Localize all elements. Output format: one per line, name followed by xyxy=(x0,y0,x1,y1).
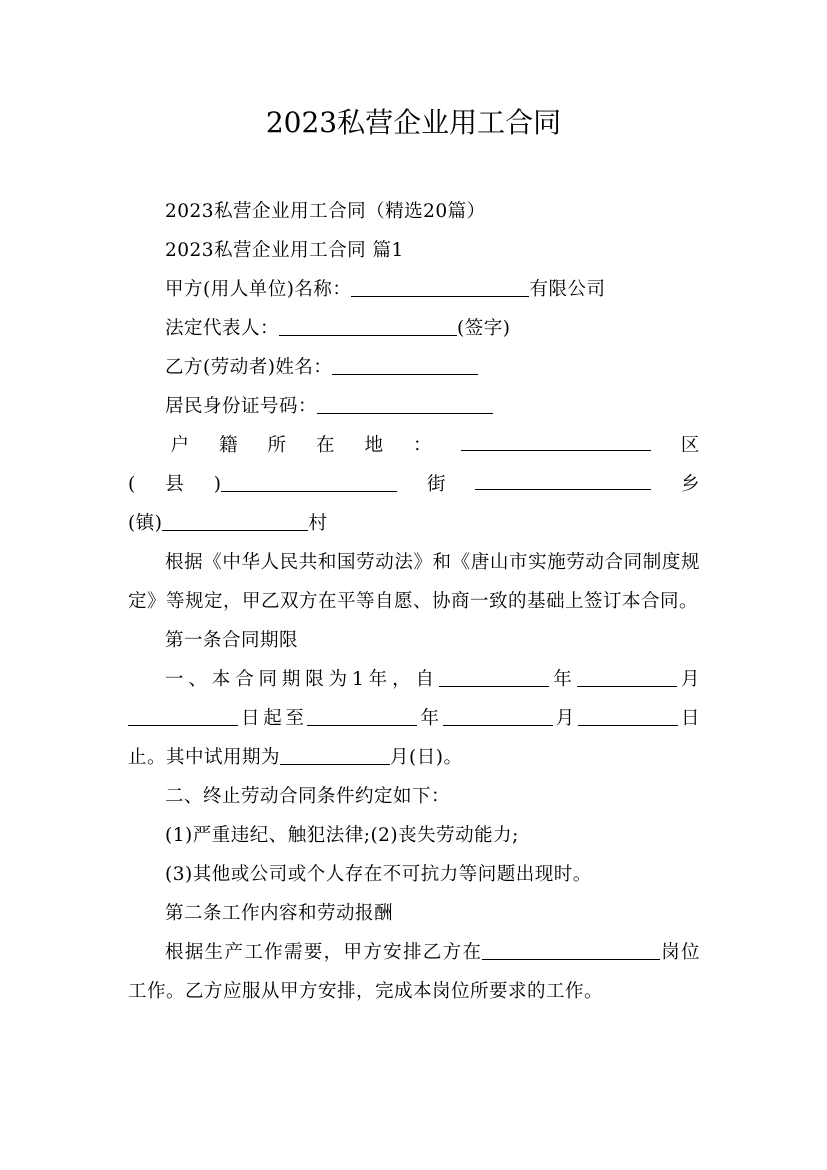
residence-county-blank xyxy=(221,467,397,492)
residence-line-3 xyxy=(128,504,700,543)
term-lead: 一、本合同期限为1年，自 xyxy=(165,669,439,690)
residence-county: 县 xyxy=(165,474,185,495)
party-b-name-blank xyxy=(332,350,478,375)
legal-rep-suffix: (签字) xyxy=(457,318,511,339)
term-month-label: 月 xyxy=(676,669,700,690)
residence-town-blank xyxy=(162,506,308,531)
residence-county-group xyxy=(214,465,398,504)
termination-heading: 二、终止劳动合同条件约定如下： xyxy=(165,786,451,807)
work-tail: 岗位工作。乙方应服从甲方安排，完成本岗位所要求的工作。 xyxy=(128,942,700,1002)
legal-rep-blank xyxy=(279,311,457,336)
residence-district-blank xyxy=(461,426,651,451)
residence-char: 所 xyxy=(267,435,287,456)
term-year-label: 年 xyxy=(548,669,577,690)
end-month-blank xyxy=(443,701,553,726)
term-paragraph xyxy=(128,660,700,777)
document-body xyxy=(128,192,700,1011)
probation-unit: 月(日)。 xyxy=(390,747,463,768)
document-title: 2023私营企业用工合同 xyxy=(265,106,562,139)
start-month-blank xyxy=(577,662,677,687)
id-number-blank xyxy=(317,389,493,414)
start-day-blank xyxy=(128,701,238,726)
residence-township: 乡 xyxy=(680,474,700,495)
start-year-blank xyxy=(439,662,549,687)
termination-item-1: (1)严重违纪、触犯法律;(2)丧失劳动能力; xyxy=(165,825,519,846)
end-year-blank xyxy=(307,701,417,726)
term-year2-label: 年 xyxy=(417,708,443,729)
party-b-label: 乙方(劳动者)姓名： xyxy=(165,357,333,378)
party-a-name-blank xyxy=(351,272,529,297)
paren-close: ) xyxy=(213,474,222,495)
termination-item-2: (3)其他或公司或个人存在不可抗力等问题出现时。 xyxy=(165,864,592,885)
term-month2-label: 月 xyxy=(552,708,578,729)
residence-street: 街 xyxy=(426,474,446,495)
basis-paragraph: 根据《中华人民共和国劳动法》和《唐山市实施劳动合同制度规定》等规定，甲乙双方在平等自愿、协商一致的基础上签订本合同。 xyxy=(128,552,700,612)
paren-open: ( xyxy=(128,474,136,495)
work-paragraph xyxy=(128,933,700,1011)
residence-village: 村 xyxy=(308,513,328,534)
residence-char: 籍 xyxy=(219,435,239,456)
section-heading: 2023私营企业用工合同 篇1 xyxy=(165,240,404,261)
party-a-line xyxy=(128,270,700,309)
legal-rep-label: 法定代表人： xyxy=(165,318,280,339)
party-a-label: 甲方(用人单位)名称： xyxy=(165,279,352,300)
work-position-blank xyxy=(482,935,660,960)
residence-line-1 xyxy=(128,426,700,465)
residence-char: ： xyxy=(412,435,432,456)
residence-char: 户 xyxy=(170,435,190,456)
residence-town: (镇) xyxy=(128,513,163,534)
document-subtitle: 2023私营企业用工合同（精选20篇） xyxy=(165,201,486,222)
legal-rep-line xyxy=(128,309,700,348)
id-number-line xyxy=(128,387,700,426)
residence-char: 在 xyxy=(316,435,336,456)
probation-blank xyxy=(280,740,390,765)
term-day-end-label: 日 xyxy=(677,708,700,729)
probation-lead: 止。其中试用期为 xyxy=(128,747,281,768)
id-number-label: 居民身份证号码： xyxy=(165,396,318,417)
residence-char: 地 xyxy=(364,435,384,456)
work-lead: 根据生产工作需要，甲方安排乙方在 xyxy=(165,942,483,963)
residence-line-2 xyxy=(128,465,700,504)
end-day-blank xyxy=(578,701,678,726)
residence-street-blank xyxy=(475,465,651,490)
residence-district: 区 xyxy=(680,435,700,456)
party-b-line xyxy=(128,348,700,387)
party-a-suffix: 有限公司 xyxy=(529,279,606,300)
article-1-heading: 第一条合同期限 xyxy=(165,630,299,651)
article-2-heading: 第二条工作内容和劳动报酬 xyxy=(165,903,394,924)
term-day-from-label: 日起至 xyxy=(238,708,308,729)
